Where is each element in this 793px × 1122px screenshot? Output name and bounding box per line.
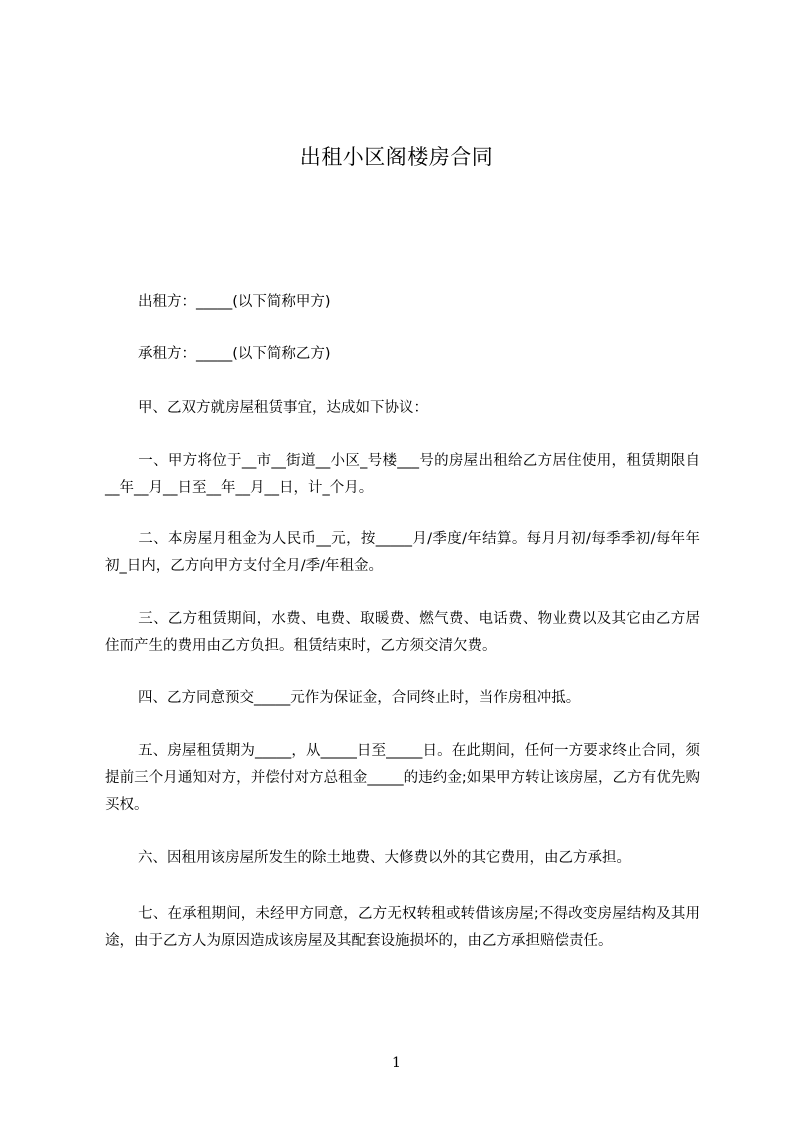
paragraph-clause-1 (105, 448, 700, 502)
paragraph-text: 七、在承租期间，未经甲方同意，乙方无权转租或转借该房屋;不得改变房屋结构及其用途，由于乙方人为原因造成该房屋及其配套设施损坏的，由乙方承担赔偿责任。 (105, 906, 700, 949)
paragraph-clause-3 (105, 606, 700, 660)
paragraph-clause-4 (105, 685, 700, 712)
document-title: 出租小区阁楼房合同 (299, 145, 494, 169)
paragraph-lessee (105, 341, 700, 368)
paragraph-clause-7 (105, 901, 700, 955)
paragraph-text: 承租方：_____(以下简称乙方) (138, 346, 331, 362)
paragraph-clause-6 (105, 845, 700, 872)
paragraph-text: 三、乙方租赁期间，水费、电费、取暖费、燃气费、电话费、物业费以及其它由乙方居住而产生的费用由乙方负担。租赁结束时，乙方须交清欠费。 (105, 611, 700, 654)
paragraph-clause-2 (105, 526, 700, 580)
paragraph-clause-5 (105, 738, 700, 819)
paragraph-text: 六、因租用该房屋所发生的除土地费、大修费以外的其它费用，由乙方承担。 (138, 850, 631, 866)
paragraph-text: 四、乙方同意预交_____元作为保证金，合同终止时，当作房租冲抵。 (138, 690, 581, 706)
paragraph-text: 甲、乙双方就房屋租赁事宜，达成如下协议： (138, 400, 428, 416)
page-number: 1 (392, 1055, 401, 1071)
paragraph-text: 出租方：_____(以下简称甲方) (138, 294, 331, 310)
paragraph-text: 一、甲方将位于__市__街道__小区_号楼___号的房屋出租给乙方居住使用，租赁期限自__年__月__日至__年__月__日，计_个月。 (105, 453, 700, 496)
paragraph-preamble (105, 395, 700, 422)
paragraph-lessor (105, 289, 700, 316)
paragraph-text: 二、本房屋月租金为人民币__元，按_____月/季度/年结算。每月月初/每季季初/每年年初_日内，乙方向甲方支付全月/季/年租金。 (105, 531, 700, 574)
paragraph-text: 五、房屋租赁期为_____，从_____日至_____日。在此期间，任何一方要求终止合同，须提前三个月通知对方，并偿付对方总租金_____的违约金;如果甲方转让该房屋，乙方有优先购买权。 (105, 743, 700, 813)
